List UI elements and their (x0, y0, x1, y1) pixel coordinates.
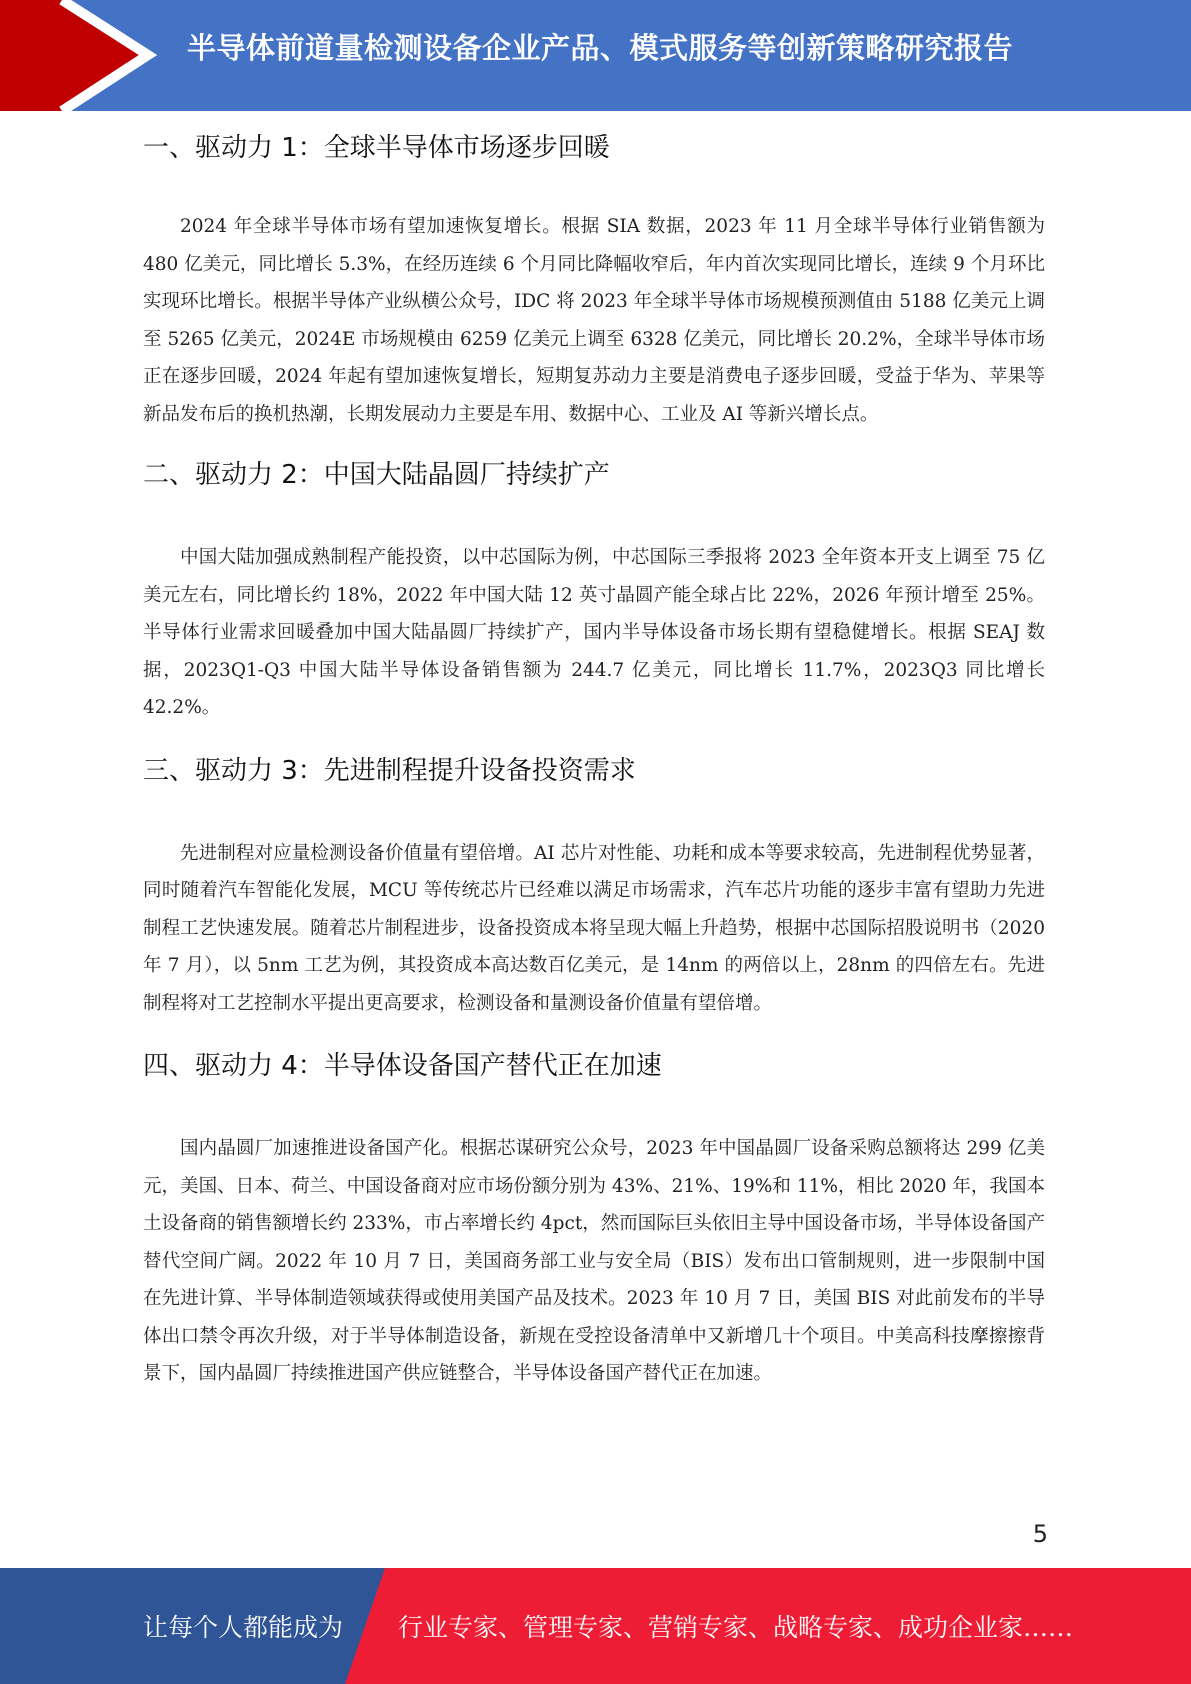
section-heading-2: 二、驱动力 2：中国大陆晶圆厂持续扩产 (143, 460, 610, 490)
section-heading-1: 一、驱动力 1：全球半导体市场逐步回暖 (143, 133, 610, 163)
section-heading-3: 三、驱动力 3：先进制程提升设备投资需求 (143, 755, 636, 786)
footer-slogan-left: 让每个人都能成为 (143, 1613, 344, 1642)
section-paragraph-3: 先进制程对应量检测设备价值量有望倍增。AI 芯片对性能、功耗和成本等要求较高，先进制程优势显著，同时随着汽车智能化发展，MCU 等传统芯片已经难以满足市场需求，汽车芯片功能的逐步丰富有望助力先进制程工艺快速发展。随着芯片制程进步，设备投资成本将呈现大幅上升趋势，根据中芯国际招股说明书（2020 年 7 月），以 5nm 工艺为例，其投资成本高达数百亿美元，是 14nm 的两倍以上，28nm 的四倍左右。先进制程将对工艺控制水平提出更高要求，检测设备和量测设备价值量有望倍增。 (143, 842, 1045, 1014)
page-header (0, 0, 1191, 111)
section-heading-4: 四、驱动力 4：半导体设备国产替代正在加速 (143, 1051, 662, 1081)
header-red-arrow (0, 0, 148, 111)
document-body (143, 128, 1045, 1393)
section-paragraph-2: 中国大陆加强成熟制程产能投资，以中芯国际为例，中芯国际三季报将 2023 全年资本开支上调至 75 亿美元左右，同比增长约 18%，2022 年中国大陆 12 英寸晶圆产能全球占比 22%，2026 年预计增至 25%。半导体行业需求回暖叠加中国大陆晶圆厂持续扩产，国内半导体设备市场长期有望稳健增长。根据 SEAJ 数据，2023Q1-Q3 中国大陆半导体设备销售额为 244.7 亿美元，同比增长 11.7%，2023Q3 同比增长 42.2%。 (143, 547, 1045, 718)
page-footer (0, 1568, 1191, 1684)
section-paragraph-1: 2024 年全球半导体市场有望加速恢复增长。根据 SIA 数据，2023 年 11 月全球半导体行业销售额为 480 亿美元，同比增长 5.3%，在经历连续 6 个月同比降幅收窄后，年内首次实现同比增长，连续 9 个月环比实现环比增长。根据半导体产业纵横公众号，IDC 将 2023 年全球半导体市场规模预测值由 5188 亿美元上调至 5265 亿美元，2024E 市场规模由 6259 亿美元上调至 6328 亿美元，同比增长 20.2%，全球半导体市场正在逐步回暖，2024 年起有望加速恢复增长，短期复苏动力主要是消费电子逐步回暖，受益于华为、苹果等新品发布后的换机热潮，长期发展动力主要是车用、数据中心、工业及 AI 等新兴增长点。 (143, 216, 1045, 425)
section-paragraph-4: 国内晶圆厂加速推进设备国产化。根据芯谋研究公众号，2023 年中国晶圆厂设备采购总额将达 299 亿美元，美国、日本、荷兰、中国设备商对应市场份额分别为 43%、21%、19%和 11%，相比 2020 年，我国本土设备商的销售额增长约 233%，市占率增长约 4pct，然而国际巨头依旧主导中国设备市场，半导体设备国产替代空间广阔。2022 年 10 月 7 日，美国商务部工业与安全局（BIS）发布出口管制规则，进一步限制中国在先进计算、半导体制造领域获得或使用美国产品及技术。2023 年 10 月 7 日，美国 BIS 对此前发布的半导体出口禁令再次升级，对于半导体制造设备，新规在受控设备清单中又新增几十个项目。中美高科技摩擦擦背景下，国内晶圆厂持续推进国产供应链整合，半导体设备国产替代正在加速。 (143, 1138, 1045, 1384)
footer-slogan-right: 行业专家、管理专家、营销专家、战略专家、成功企业家…… (398, 1613, 1074, 1642)
document-title: 半导体前道量检测设备企业产品、模式服务等创新策略研究报告 (186, 31, 1013, 65)
page-number: 5 (1032, 1520, 1048, 1548)
